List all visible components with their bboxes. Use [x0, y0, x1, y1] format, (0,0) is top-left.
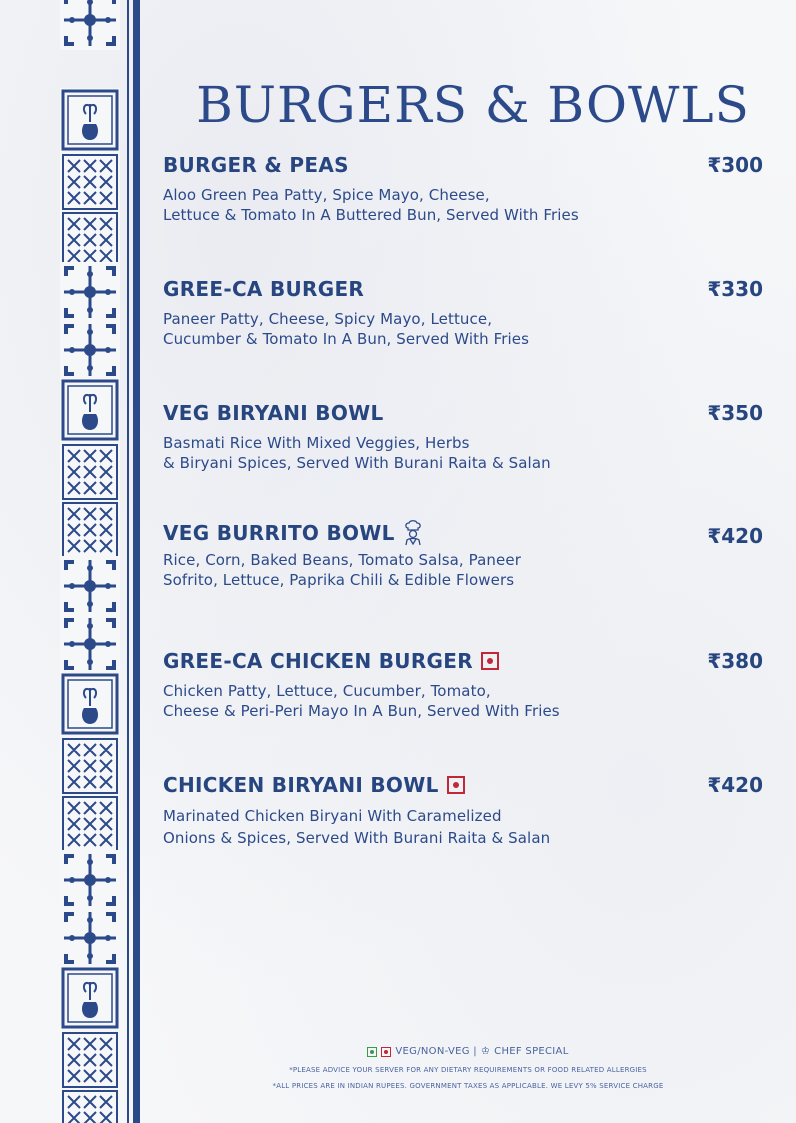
description-line: Paneer Patty, Cheese, Spicy Mayo, Lettuce, [163, 310, 493, 328]
menu-item-name [163, 773, 763, 797]
menu-item-price: ₹420 [707, 524, 763, 548]
description-line: Marinated Chicken Biryani With Caramelized [163, 807, 502, 825]
menu-item-name-text: GREE-CA CHICKEN BURGER [163, 649, 473, 673]
dietary-legend [150, 1046, 786, 1057]
menu-item [163, 649, 763, 721]
description-line: Cheese & Peri-Peri Mayo In A Bun, Served With Fries [163, 702, 560, 720]
legend-chef-text: CHEF SPECIAL [494, 1046, 569, 1057]
menu-item-name-text: GREE-CA BURGER [163, 277, 365, 301]
menu-item-name-text: BURGER & PEAS [163, 153, 349, 177]
border-rule-thin [127, 0, 129, 1123]
menu-item [163, 277, 763, 349]
menu-item-price: ₹380 [707, 649, 763, 673]
menu-item-price: ₹350 [707, 401, 763, 425]
menu-item-price: ₹300 [707, 153, 763, 177]
description-line: Cucumber & Tomato In A Bun, Served With Fries [163, 330, 530, 348]
pricing-note: *ALL PRICES ARE IN INDIAN RUPEES. GOVERNMENT TAXES AS APPLICABLE. WE LEVY 5% SERVICE CHARGE [272, 1082, 664, 1090]
menu-item-name-text: CHICKEN BIRYANI BOWL [163, 773, 439, 797]
menu-item-name-text: VEG BURRITO BOWL [163, 521, 395, 545]
menu-item-description [163, 433, 763, 473]
menu-item [163, 153, 763, 225]
description-line: Basmati Rice With Mixed Veggies, Herbs [163, 434, 470, 452]
non-veg-icon [447, 776, 465, 794]
border-rule-thick [133, 0, 140, 1123]
description-line: Onions & Spices, Served With Burani Raita & Salan [163, 829, 551, 847]
menu-item-price: ₹330 [707, 277, 763, 301]
chef-special-icon [403, 520, 423, 546]
veg-icon [367, 1047, 377, 1057]
non-veg-icon [481, 652, 499, 670]
description-line: Rice, Corn, Baked Beans, Tomato Salsa, Paneer [163, 551, 521, 569]
chef-special-icon: ♔ [480, 1046, 491, 1057]
legend-text: VEG/NON-VEG | [395, 1046, 477, 1057]
allergy-note: *PLEASE ADVICE YOUR SERVER FOR ANY DIETARY REQUIREMENTS OR FOOD RELATED ALLERGIES [289, 1066, 647, 1074]
description-line: Chicken Patty, Lettuce, Cucumber, Tomato, [163, 682, 491, 700]
decorative-tile-border [60, 0, 120, 1123]
menu-item-description [163, 309, 763, 349]
description-line: Sofrito, Lettuce, Paprika Chili & Edible Flowers [163, 571, 515, 589]
menu-item [163, 401, 763, 473]
non-veg-icon [381, 1047, 391, 1057]
menu-item-name [163, 649, 763, 673]
menu-item-description [163, 681, 763, 721]
menu-item-description [163, 550, 763, 590]
menu-item-name-text: VEG BIRYANI BOWL [163, 401, 384, 425]
menu-item [163, 520, 763, 590]
menu-item-price: ₹420 [707, 773, 763, 797]
menu-item-name [163, 277, 763, 301]
menu-item-description [163, 185, 763, 225]
tile-pattern-graphic [60, 0, 120, 1123]
menu-item-name [163, 401, 763, 425]
menu-item-name [163, 153, 763, 177]
description-line: Lettuce & Tomato In A Buttered Bun, Served With Fries [163, 206, 579, 224]
menu-item-name [163, 520, 763, 546]
menu-item-description [163, 805, 763, 849]
description-line: & Biryani Spices, Served With Burani Raita & Salan [163, 454, 551, 472]
menu-item [163, 773, 763, 849]
description-line: Aloo Green Pea Patty, Spice Mayo, Cheese, [163, 186, 490, 204]
page-title: BURGERS & BOWLS [196, 75, 750, 134]
